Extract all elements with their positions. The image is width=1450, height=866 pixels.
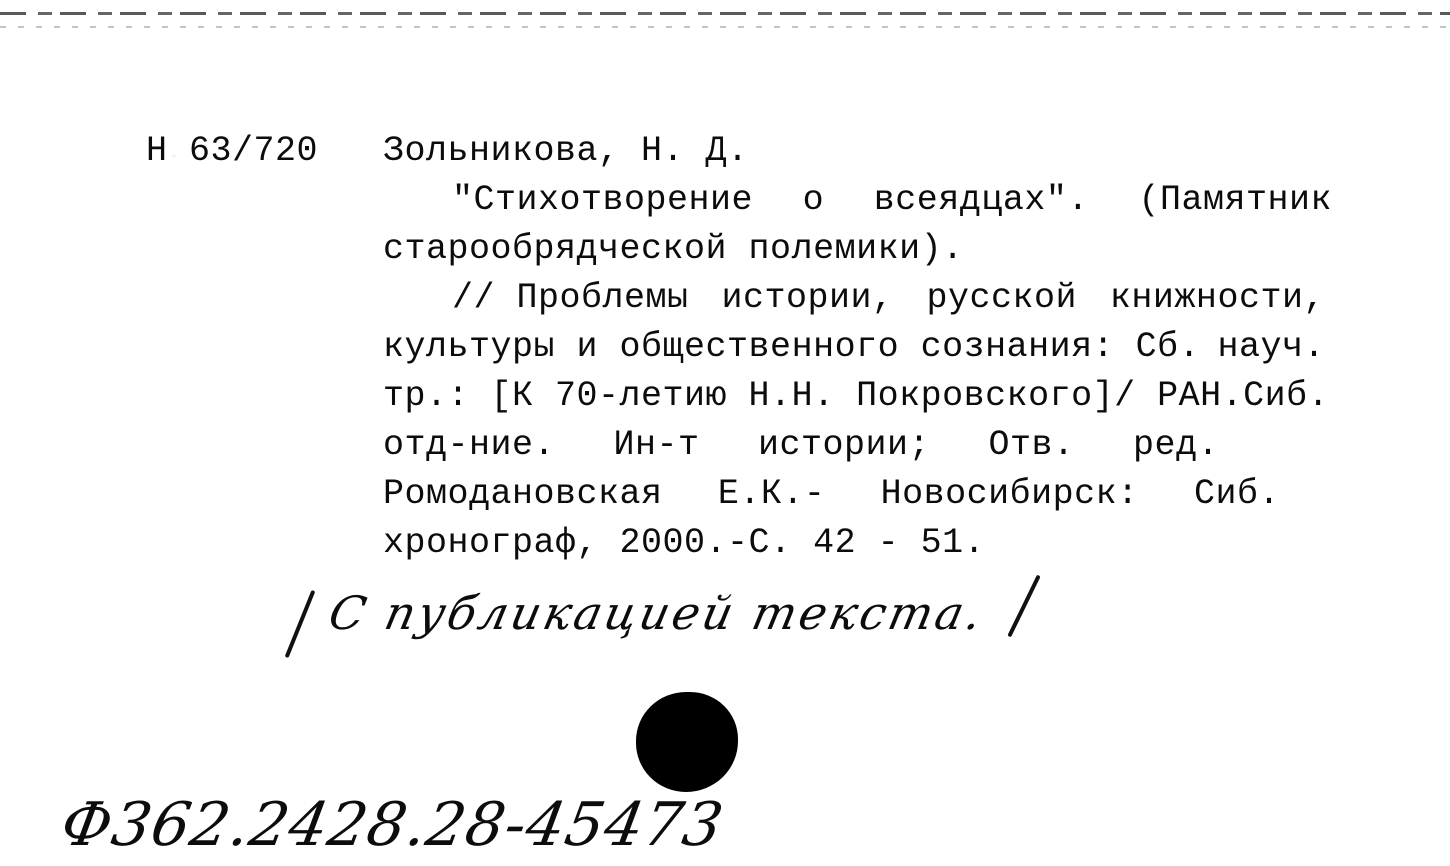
- source-word: Ин-т: [613, 425, 700, 465]
- source-line-4: [383, 421, 1219, 470]
- handwritten-note: С публикацией текста.: [324, 586, 990, 640]
- source-line-2: [383, 323, 1325, 372]
- title-word: (Памятник: [1138, 180, 1332, 220]
- source-word: Ромодановская: [383, 474, 663, 514]
- source-segment: культуры и общественного сознания: Сб.: [383, 327, 1201, 367]
- source-word: Новосибирск:: [880, 474, 1139, 514]
- card-top-edge-line-faint: [0, 26, 1450, 28]
- source-line-5: [383, 470, 1280, 519]
- title-line-2: старообрядческой полемики).: [383, 229, 964, 269]
- source-line-6: хронограф, 2000.-С. 42 - 51.: [383, 523, 986, 563]
- source-word: истории;: [757, 425, 931, 465]
- source-word: Е.К.-: [717, 474, 826, 514]
- title-line-1: [452, 176, 1332, 225]
- call-number: Н 63/720: [146, 131, 319, 171]
- source-segment: науч.: [1217, 327, 1325, 367]
- source-word: Отв.: [988, 425, 1075, 465]
- source-word: книжности,: [1109, 278, 1325, 318]
- handwritten-slash-left: [285, 590, 316, 658]
- title-word: всеядцах".: [873, 180, 1089, 220]
- source-word: отд-ние.: [383, 425, 556, 465]
- handwritten-slash-right: [1007, 575, 1040, 638]
- source-line-1: [452, 274, 1325, 323]
- source-word: // Проблемы: [452, 278, 689, 318]
- title-word: "Стихотворение: [452, 180, 754, 220]
- author-name: Зольникова, Н. Д.: [383, 131, 749, 171]
- card-top-edge-line: [0, 12, 1450, 15]
- source-segment: Сиб.: [1243, 376, 1330, 416]
- punch-hole: [636, 692, 738, 792]
- source-word: русской: [926, 278, 1077, 318]
- source-segment: тр.: [К 70-летию Н.Н. Покровского]/ РАН.: [383, 376, 1244, 416]
- inventory-number: Ф362.2428.28-45473: [55, 790, 729, 860]
- source-line-3: [383, 372, 1330, 421]
- title-word: о: [802, 180, 825, 220]
- source-word: Сиб.: [1193, 474, 1280, 514]
- source-word: ред.: [1132, 425, 1219, 465]
- source-word: истории,: [721, 278, 894, 318]
